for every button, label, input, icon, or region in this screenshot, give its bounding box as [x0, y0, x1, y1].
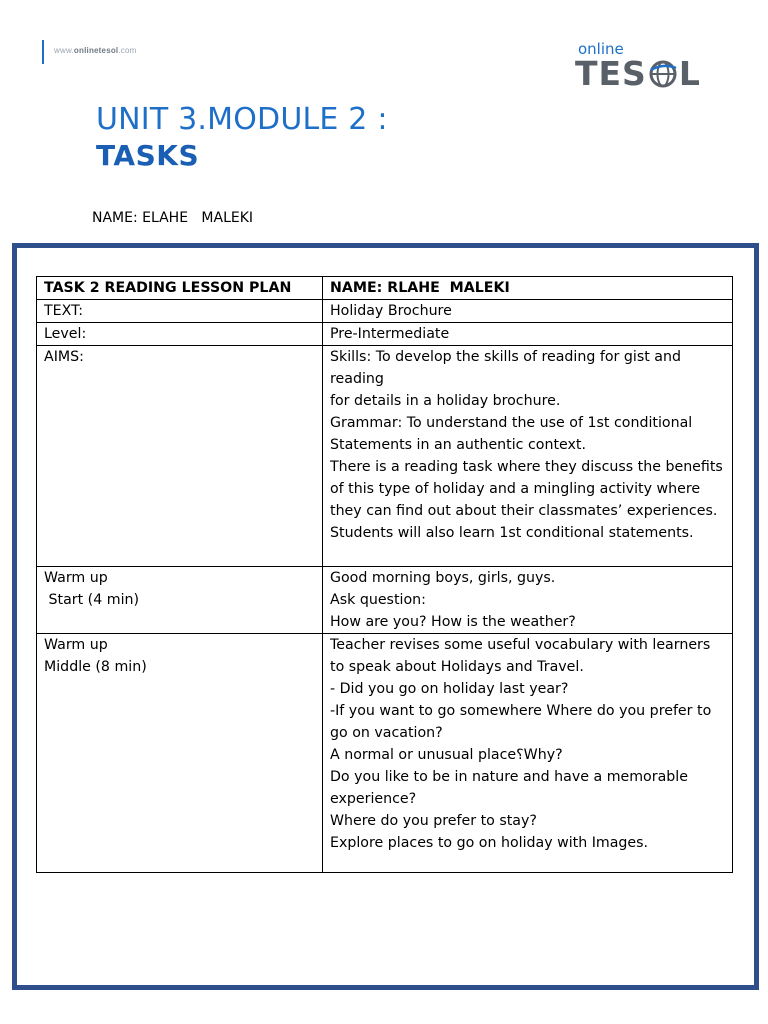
table-row — [37, 300, 733, 323]
logo-online-text: online — [578, 40, 624, 58]
cell-text: Start (4 min) — [44, 592, 140, 608]
cell-text: NAME: RLAHE MALEKI — [330, 280, 510, 296]
cell-text: Holiday Brochure — [330, 303, 452, 319]
cell-text: A normal or unusual place؟Why? — [330, 747, 563, 763]
unit-module-title: UNIT 3.MODULE 2 : — [96, 102, 388, 137]
row-content-cell — [323, 300, 733, 323]
cell-text: Warm up — [44, 570, 108, 586]
cell-text: How are you? How is the weather? — [330, 614, 576, 630]
row-label-cell — [37, 300, 323, 323]
cell-text: TEXT: — [44, 303, 83, 319]
table-row — [37, 346, 733, 567]
table-row — [37, 323, 733, 346]
student-name: NAME: ELAHE MALEKI — [92, 210, 254, 226]
row-label-cell — [37, 634, 323, 873]
table-row — [37, 567, 733, 634]
website-url[interactable]: www.onlinetesol.com — [54, 46, 137, 55]
table-row — [37, 277, 733, 300]
cell-text: TASK 2 READING LESSON PLAN — [44, 280, 292, 296]
lesson-plan-table — [36, 276, 733, 873]
cell-text: for details in a holiday brochure. — [330, 393, 561, 409]
cell-text: AIMS: — [44, 349, 84, 365]
row-label-cell — [37, 346, 323, 567]
logo-wordmark: TES L — [575, 54, 701, 93]
row-content-cell — [323, 323, 733, 346]
cell-text: Good morning boys, girls, guys. — [330, 570, 556, 586]
cell-text: Students will also learn 1st conditional statements. — [330, 525, 694, 541]
cell-text: Explore places to go on holiday with Images. — [330, 835, 649, 851]
cell-text: Pre-Intermediate — [330, 326, 450, 342]
cell-text: Where do you prefer to stay? — [330, 813, 537, 829]
table-row — [37, 634, 733, 873]
row-label-cell — [37, 567, 323, 634]
row-content-cell — [323, 567, 733, 634]
globe-icon — [648, 59, 678, 89]
cell-text: Ask question: — [330, 592, 426, 608]
cell-text: Level: — [44, 326, 87, 342]
row-label-cell — [37, 323, 323, 346]
cell-text: Grammar: To understand the use of 1st conditional Statements in an authentic context. — [330, 415, 697, 453]
row-content-cell — [323, 277, 733, 300]
online-tesol-logo — [575, 40, 725, 92]
row-content-cell — [323, 346, 733, 567]
cell-text: Skills: To develop the skills of reading for gist and reading — [330, 349, 686, 387]
cell-text: -If you want to go somewhere Where do you prefer to go on vacation? — [330, 703, 716, 741]
row-content-cell — [323, 634, 733, 873]
cell-text: Teacher revises some useful vocabulary with learners to speak about Holidays and Travel. — [330, 637, 715, 675]
cell-text: Middle (8 min) — [44, 659, 147, 675]
tasks-heading: TASKS — [96, 139, 200, 172]
cell-text: Do you like to be in nature and have a memorable experience? — [330, 769, 693, 807]
cell-text: Warm up — [44, 637, 108, 653]
row-label-cell — [37, 277, 323, 300]
cell-text: - Did you go on holiday last year? — [330, 681, 569, 697]
header-accent-bar — [42, 40, 44, 64]
cell-text: There is a reading task where they discuss the benefits of this type of holiday and a mingling activity where they can find out about their classmates’ experiences. — [330, 459, 728, 519]
